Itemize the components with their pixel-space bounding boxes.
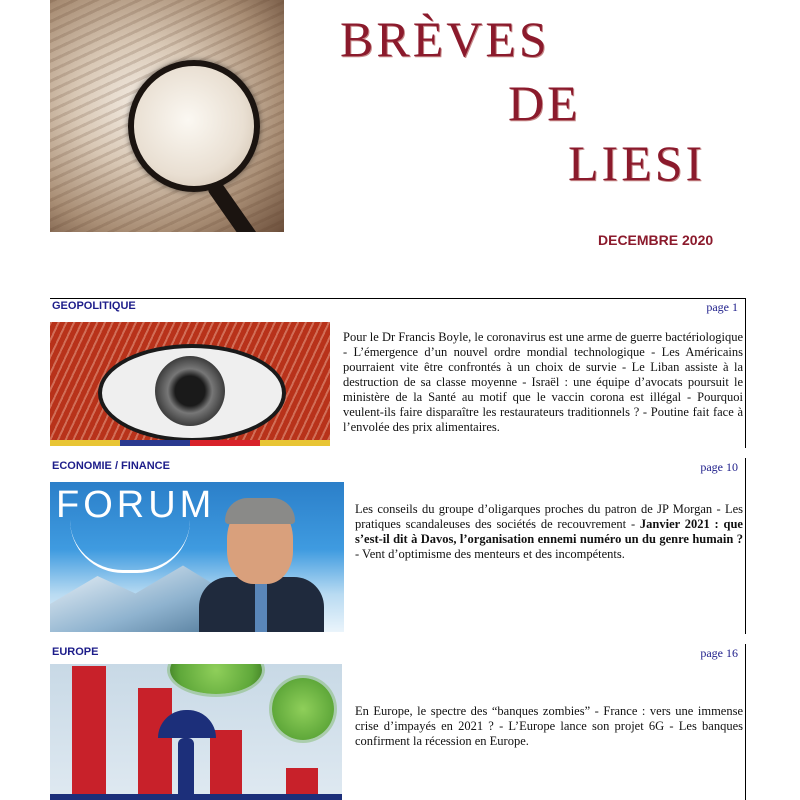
forum-logo-text: FORUM bbox=[56, 484, 216, 526]
section-economie-finance bbox=[50, 458, 746, 634]
section-border bbox=[745, 298, 746, 448]
masthead-line-1: BRÈVES bbox=[340, 11, 550, 67]
section-page-ref[interactable]: page 1 bbox=[706, 300, 738, 314]
recession-illustration bbox=[50, 664, 342, 800]
section-geopolitique bbox=[50, 298, 746, 448]
header-magnifier-image bbox=[50, 0, 284, 232]
section-header bbox=[50, 298, 746, 316]
eye-illustration bbox=[50, 322, 330, 446]
davos-forum-photo bbox=[50, 482, 344, 632]
section-title: GEOPOLITIQUE bbox=[52, 300, 136, 312]
section-title: ECONOMIE / FINANCE bbox=[52, 460, 170, 472]
section-border bbox=[745, 644, 746, 800]
section-border bbox=[745, 458, 746, 634]
issue-date: DECEMBRE 2020 bbox=[598, 232, 714, 248]
section-page-ref[interactable]: page 10 bbox=[700, 460, 738, 474]
section-title: EUROPE bbox=[52, 646, 99, 658]
section-summary bbox=[355, 502, 743, 562]
section-summary: En Europe, le spectre des “banques zombies” - France : vers une immense crise d’impayés en 2021 ? - L’Europe lance son projet 6G - Les banques confirment la récession en Europe. bbox=[355, 704, 743, 748]
section-summary: Pour le Dr Francis Boyle, le coronavirus est une arme de guerre bactériologique - L’émergence d’un nouvel ordre mondial technologique - Les Américains pourraient vite être confrontés à un choix de survie - Le Liban assiste à la destruction de sa classe moyenne - Israël : une équipe d’avocats poursuit le ministère de la Santé au motif que le vaccin corona est illégal - Pourquoi veulent-ils faire disparaître les restaurateurs traditionnels ? - Poutine fait face à l’envolée des prix alimentaires. bbox=[343, 330, 743, 434]
section-europe bbox=[50, 644, 746, 800]
masthead-line-2: DE bbox=[508, 75, 581, 131]
masthead-line-3: LIESI bbox=[568, 135, 706, 191]
section-header bbox=[50, 458, 746, 476]
section-header bbox=[50, 644, 746, 662]
summary-part: Les conseils du groupe d’oligarques proches du patron de JP Morgan - Les pratiques scandaleuses des sociétés de recouvrement - bbox=[355, 502, 743, 531]
section-page-ref[interactable]: page 16 bbox=[700, 646, 738, 660]
summary-part: - Vent d’optimisme des menteurs et des incompétents. bbox=[355, 547, 625, 561]
summary-highlight: Janvier 2021 : que s’est-il dit à Davos, l’organisation ennemi numéro un du genre humain ? bbox=[355, 517, 743, 546]
